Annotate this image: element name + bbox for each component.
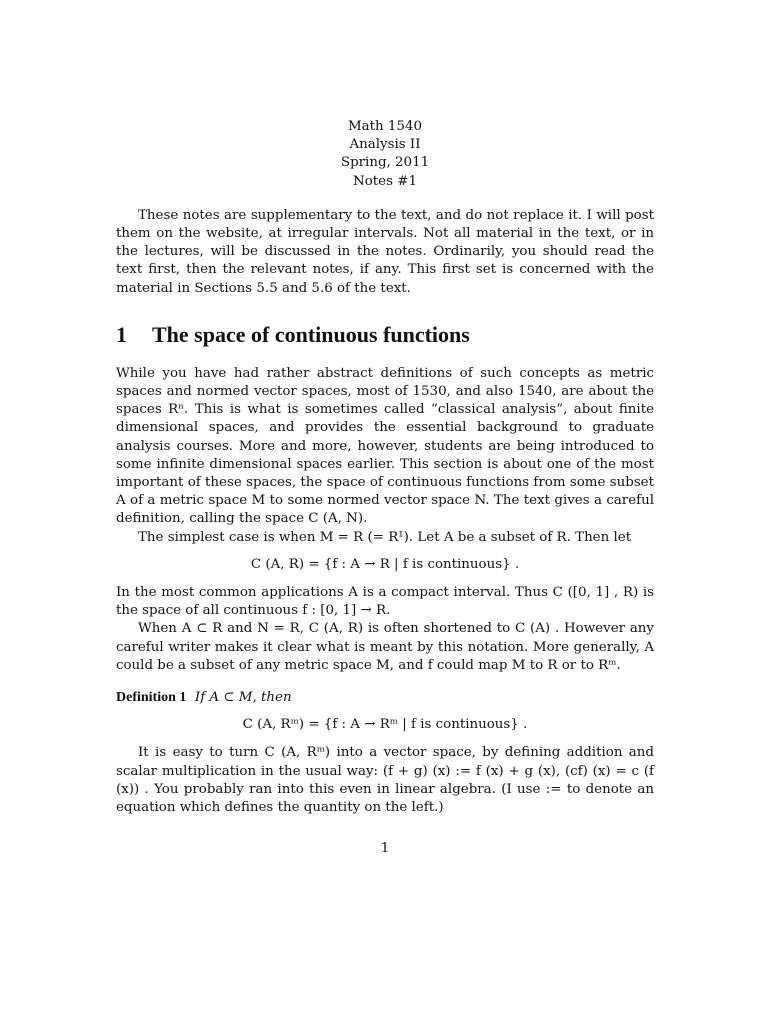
equation-definition: C (A, Rᵐ) = {f : A → Rᵐ | f is continuous} .	[242, 717, 528, 733]
document-page	[116, 118, 654, 856]
paragraph-vector-space: It is easy to turn C (A, Rᵐ) into a vector space, by defining addition and scalar multiplication in the usual way: (f + g) (x) := f (x) + g (x), (cf) (x) = c (f (x)) . You probably ran into this even in linear algebra. (I use := to denote an equation which defines the quantity on the left.)	[116, 745, 654, 816]
equation-continuous-functions: C (A, R) = {f : A → R | f is continuous} .	[250, 556, 520, 572]
paragraph-common-applications: In the most common applications A is a compact interval. Thus C ([0, 1] , R) is the space of all continuous f : [0, 1] → R.	[116, 585, 654, 619]
term: Spring, 2011	[340, 155, 430, 171]
paragraph-simplest-case: The simplest case is when M = R (= R¹). Let A be a subset of R. Then let	[138, 529, 632, 545]
paragraph-classical-analysis: While you have had rather abstract definitions of such concepts as metric spaces and normed vector spaces, most of 1530, and also 1540, are about the spaces Rⁿ. This is what is sometimes called “classical analysis”, about finite dimensional spaces, and provides the essential background to graduate analysis courses. More and more, however, students are being introduced to some infinite dimensional spaces earlier. This section is about one of the most important of these spaces, the space of continuous functions from some subset A of a metric space M to some normed vector space N. The text gives a careful definition, calling the space C (A, N).	[116, 365, 654, 527]
course-number: Math 1540	[347, 119, 423, 134]
definition-text: If A ⊂ M, then	[194, 690, 292, 706]
course-title: Analysis II	[349, 137, 421, 153]
section-number: 1	[116, 321, 127, 347]
paragraph-notation: When A ⊂ R and N = R, C (A, R) is often shortened to C (A) . However any careful writer makes it clear what is meant by this notation. More generally, A could be a subset of any metric space M, and f could map M to R or to Rᵐ.	[116, 621, 654, 673]
intro-paragraph: These notes are supplementary to the text, and do not replace it. I will post them on the website, at irregular intervals. Not all material in the text, or in the lectures, will be discussed in the notes. Ordinarily, you should read the text first, then the relevant notes, if any. This first set is concerned with the material in Sections 5.5 and 5.6 of the text.	[116, 207, 654, 296]
definition-label: Definition 1	[116, 690, 187, 706]
section-heading	[116, 322, 654, 348]
section-title-text: The space of continuous functions	[152, 321, 470, 347]
document-header	[116, 118, 654, 191]
page-number: 1	[380, 841, 390, 856]
definition-block	[116, 689, 654, 707]
notes-number: Notes #1	[353, 173, 417, 189]
